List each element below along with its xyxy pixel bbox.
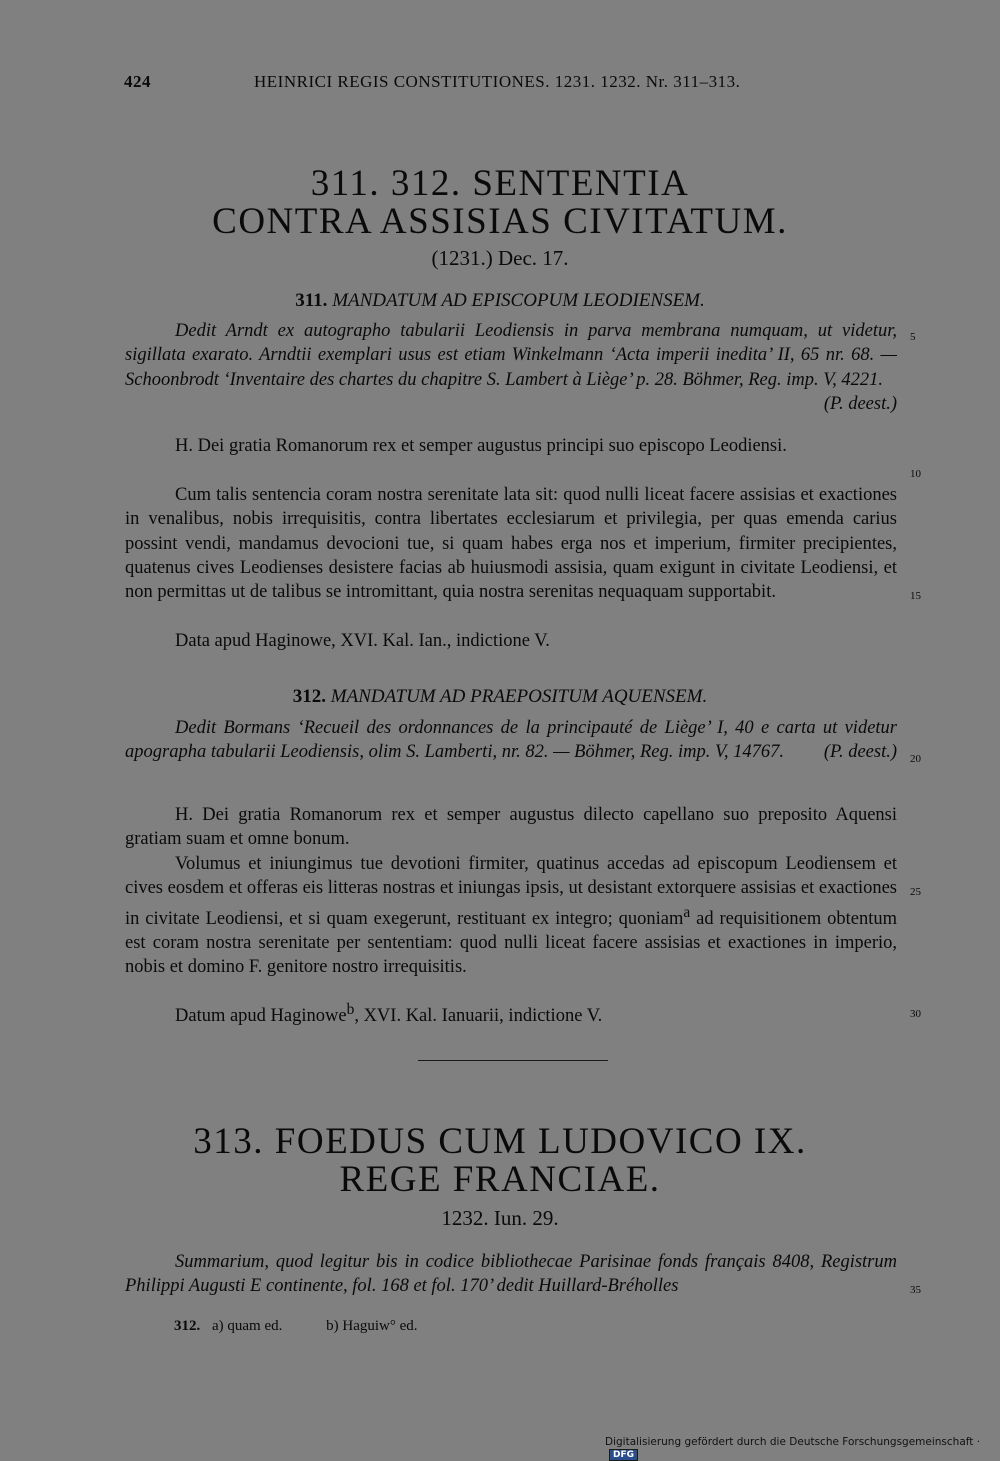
line-number: 30 [910,1008,921,1020]
doc-312-heading-text: MANDATUM AD PRAEPOSITUM AQUENSEM. [330,686,708,707]
doc-312-heading [0,686,1000,708]
section-title-311-312-line2: CONTRA ASSISIAS CIVITATUM. [212,201,788,242]
doc-312-datum [125,998,897,1028]
footnote-b: b) Haguiw° ed. [326,1318,418,1334]
line-number: 20 [910,753,921,765]
doc-311-p2: Cum talis sentencia coram nostra serenitate lata sit: quod nulli liceat facere assisias et exactiones in venalibus, nobis irrequisitis, contra libertates ecclesiarum et privilegia, per quas emenda carius possint vendi, mandamus devocioni tue, si quam habes erga nos et imperium, firmiter precipientes, quatenus cives Leodienses desistere facias ab huiusmodi assisia, quam exigunt in civitate Leodiensi, et non permittas ut de talibus se intromittant, quia nostra serenitas nequaquam supportabit. [125,485,897,603]
page-number: 424 [124,72,151,91]
running-head: HEINRICI REGIS CONSTITUTIONES. 1231. 1232. Nr. 311–313. [254,72,741,91]
section-date-313: 1232. Iun. 29. [441,1206,559,1230]
doc-312-p3a: Datum apud Haginowe [175,1006,347,1027]
doc-312-p1: H. Dei gratia Romanorum rex et semper augustus dilecto capellano suo preposito Aquensi gratiam suam et omne bonum. [125,805,897,850]
doc-313-summary [125,1250,897,1299]
dfg-logo: DFG [609,1449,638,1461]
footnote-a: a) quam ed. [212,1318,283,1334]
doc-311-heading-text: MANDATUM AD EPISCOPUM LEODIENSEM. [332,290,705,311]
doc-312-intitulatio [125,803,897,852]
section-divider [418,1060,608,1061]
doc-313-summary-text: Summarium, quod legitur bis in codice bibliothecae Parisinae fonds français 8408, Registrum Philippi Augusti E continente, fol. 168 et fol. 170’ dedit Huillard-Bréholles [125,1252,897,1297]
doc-311-p3: Data apud Haginowe, XVI. Kal. Ian., indictione V. [175,631,550,651]
doc-312-p3b: , XVI. Kal. Ianuarii, indictione V. [354,1006,603,1027]
line-number: 5 [910,331,916,343]
section-title-313-line2: REGE FRANCIAE. [339,1159,661,1200]
line-number: 25 [910,886,921,898]
doc-312-p2-rest: ad requisitionem obtentum est coram nostra serenitate per sententiam: quod nulli liceat facere assisias et exactiones in imperio, nobis et domino F. genitore nostro irrequisitis. [125,908,897,978]
doc-312-body [125,852,897,980]
doc-312-edition-note [125,716,897,765]
doc-311-body [125,483,897,604]
section-date-311-312: (1231.) Dec. 17. [431,246,569,270]
line-number: 10 [910,468,921,480]
digitization-credit [605,1436,1000,1461]
footnote-doc-number: 312. [174,1318,201,1334]
credit-text: Digitalisierung gefördert durch die Deutsche Forschungsgemeinschaft · [605,1436,981,1448]
line-number: 15 [910,590,921,602]
running-header [124,72,904,98]
doc-312-edition-note-text: Dedit Bormans ‘Recueil des ordonnances de la principauté de Liège’ I, 40 e carta ut videtur apographa tabularii Leodiensis, olim S. Lamberti, nr. 82. — Böhmer, Reg. imp. V, 14767. [125,718,897,763]
doc-311-edition-note-end: (P. deest.) [823,393,897,414]
footnote-marker-b: b [346,1001,355,1018]
section-title-313-line1: 313. FOEDUS CUM LUDOVICO IX. [193,1121,807,1162]
footnote-marker-a: a [683,903,691,921]
line-number: 35 [910,1284,921,1296]
doc-311-p1: H. Dei gratia Romanorum rex et semper augustus principi suo episcopo Leodiensi. [175,436,787,456]
doc-311-number: 311. [295,290,328,311]
doc-312-number: 312. [292,686,327,707]
doc-312-p2: Volumus et iniungimus tue devotioni firmiter, quatinus accedas ad episcopum Leodiensem et cives eosdem et offeras eis litteras nostras et iniungas ipsis, ut desistant extorquere assisias et exactiones in civitate Leodiensi, et si quam exegerunt, restituant ex integro; quoniam [125,854,897,929]
doc-311-edition-note-text: Dedit Arndt ex autographo tabularii Leodiensis in parva membrana numquam, ut videtur, sigillata exarato. Arndtii exemplari usus est etiam Winkelmann ‘Acta imperii inedita’ II, 65 nr. 68. — Schoonbrodt ‘Inventaire des chartes du chapitre S. Lambert à Liège’ p. 28. Böhmer, Reg. imp. V, 4221. [125,321,897,390]
doc-311-datum [125,629,897,653]
doc-311-heading [0,290,1000,312]
doc-311-intitulatio [125,434,897,458]
footnotes [174,1318,418,1335]
doc-312-edition-note-end: (P. deest.) [823,742,897,763]
doc-311-edition-note [125,319,897,416]
section-title-311-312-line1: 311. 312. SENTENTIA [310,163,690,204]
